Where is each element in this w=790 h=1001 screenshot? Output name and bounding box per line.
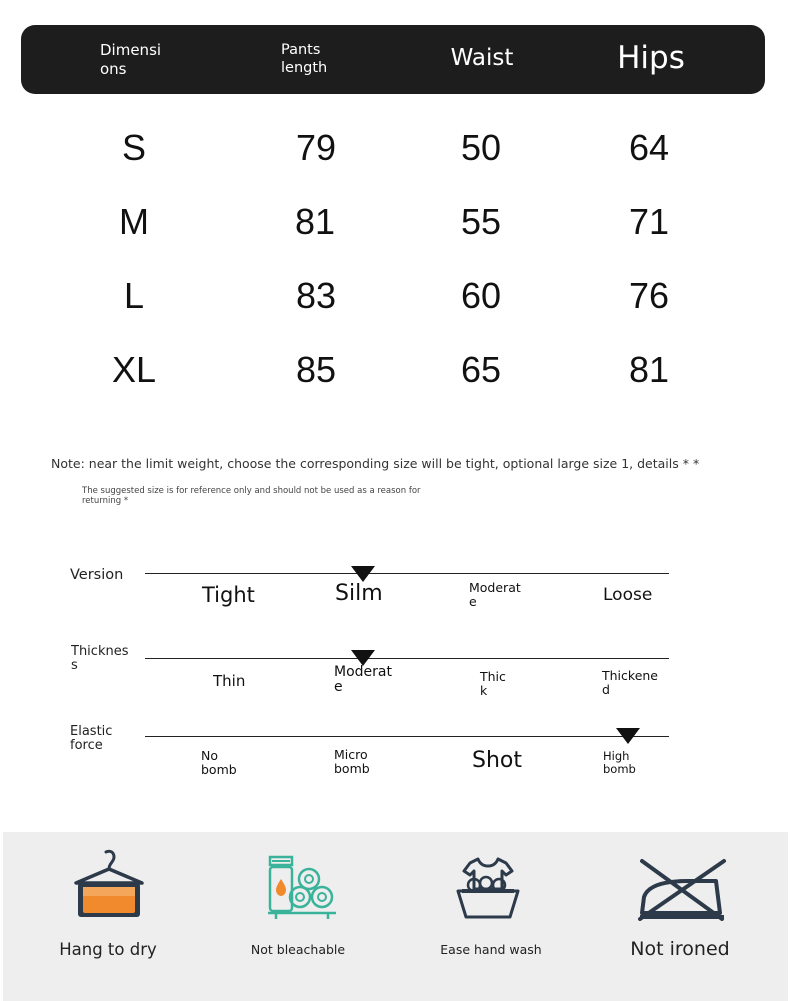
scale-label: Version — [70, 567, 124, 583]
scale-option: Micro bomb — [334, 747, 370, 776]
scale-option-selected: Moderat e — [334, 664, 392, 696]
care-label-bleach: Not bleachable — [250, 942, 346, 957]
pants-length-cell: 83 — [295, 275, 337, 316]
size-table-header — [21, 25, 765, 94]
no-bleach-icon — [266, 855, 338, 921]
waist-cell: 50 — [460, 127, 502, 168]
hips-cell: 81 — [628, 349, 670, 390]
size-cell: S — [121, 127, 146, 168]
reference-disclaimer: The suggested size is for reference only and should not be used as a reason for returning * — [82, 486, 421, 506]
scale-option: Moderat e — [469, 580, 521, 609]
size-cell: M — [119, 201, 149, 242]
care-label-iron: Not ironed — [630, 938, 730, 960]
pants-length-cell: 85 — [295, 349, 337, 390]
selected-marker-icon — [616, 728, 640, 744]
hips-cell: 76 — [628, 275, 670, 316]
waist-cell: 65 — [460, 349, 502, 390]
scale-option: Thic k — [480, 669, 506, 698]
scale-option: Thin — [213, 672, 246, 690]
selected-marker-icon — [351, 566, 375, 582]
scale-option-selected: Silm — [335, 581, 383, 606]
no-iron-icon — [636, 857, 728, 921]
pants-length-cell: 79 — [295, 127, 337, 168]
hanger-icon — [70, 849, 148, 923]
scale-track — [145, 573, 669, 574]
hips-cell: 64 — [628, 127, 670, 168]
size-cell: L — [123, 275, 145, 316]
scale-option: No bomb — [201, 748, 237, 777]
size-note: Note: near the limit weight, choose the corresponding size will be tight, optional large size 1, details * * — [51, 456, 700, 471]
header-hips: Hips — [617, 40, 685, 76]
scale-option: Thickene d — [602, 668, 658, 697]
scale-track — [145, 658, 669, 659]
header-waist: Waist — [450, 45, 514, 71]
header-dimensions: Dimensi ons — [100, 41, 162, 78]
hand-wash-icon — [454, 855, 522, 921]
scale-option: Loose — [603, 585, 653, 605]
header-pants-length: Pants length — [281, 42, 328, 77]
scale-option: Shot — [472, 748, 522, 773]
size-cell: XL — [111, 349, 157, 390]
hips-cell: 71 — [628, 201, 670, 242]
pants-length-cell: 81 — [294, 201, 336, 242]
scale-option: Tight — [202, 583, 255, 607]
waist-cell: 55 — [460, 201, 502, 242]
scale-label: Thicknes s — [71, 644, 129, 674]
scale-track — [145, 736, 669, 737]
care-label-hand-wash: Ease hand wash — [440, 942, 542, 957]
scale-label: Elastic force — [70, 724, 113, 754]
scale-option-selected: High bomb — [603, 749, 636, 776]
waist-cell: 60 — [460, 275, 502, 316]
care-label-hang: Hang to dry — [59, 940, 157, 959]
